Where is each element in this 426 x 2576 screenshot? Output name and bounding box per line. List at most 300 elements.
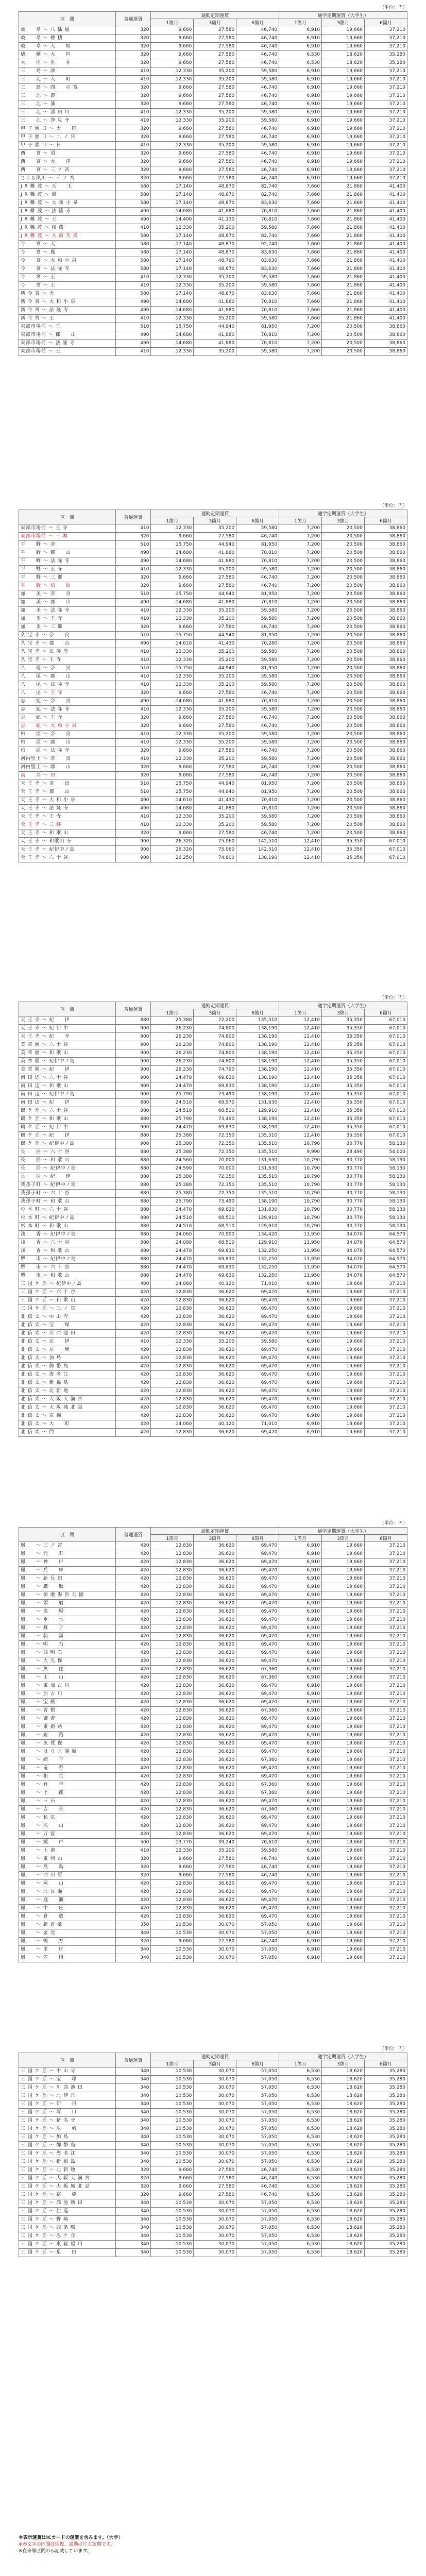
table-row xyxy=(19,2241,407,2249)
fare-cell: 510 xyxy=(115,788,151,796)
fare-cell: 25,790 xyxy=(151,1198,194,1206)
fare-cell: 10,790 xyxy=(279,1198,322,1206)
fare-cell: 67,360 xyxy=(236,1674,279,1682)
fare-cell: 21,860 xyxy=(322,315,365,323)
fare-cell: 10,790 xyxy=(279,1181,322,1190)
fare-cell: 420 xyxy=(115,1616,151,1624)
fare-cell: 19,660 xyxy=(322,1313,365,1321)
section-cell: 平 野 ～ 柏 原 xyxy=(19,582,116,590)
fare-cell: 19,660 xyxy=(322,100,365,109)
fare-cell: 18,620 xyxy=(322,2241,365,2249)
section-cell: J R 難 波 ～ 天 王 xyxy=(19,183,116,191)
table-row xyxy=(19,43,407,51)
fare-cell: 67,010 xyxy=(365,854,407,862)
fare-cell: 35,280 xyxy=(365,2133,407,2142)
fare-cell: 36,620 xyxy=(194,1575,236,1583)
fare-cell: 18,620 xyxy=(322,2092,365,2100)
table-row xyxy=(19,1880,407,1888)
fare-cell: 35,200 xyxy=(194,755,236,764)
fare-cell: 57,050 xyxy=(236,1954,279,1962)
fare-cell: 7,200 xyxy=(279,780,322,788)
fare-cell: 58,130 xyxy=(365,1165,407,1173)
fare-cell: 6,530 xyxy=(279,51,322,59)
fare-cell: 20,500 xyxy=(322,689,365,698)
fare-cell: 6,910 xyxy=(279,1305,322,1313)
fare-cell: 38,860 xyxy=(365,582,407,590)
section-cell: 加 美 ～ 法 隆 寺 xyxy=(19,607,116,615)
section-cell: 三 国 ケ 丘 ～ 京 橋 xyxy=(19,2191,116,2199)
fare-cell: 46,740 xyxy=(236,1855,279,1863)
fare-cell: 69,470 xyxy=(236,1558,279,1567)
fare-cell: 58,130 xyxy=(365,1214,407,1223)
fare-cell: 14,400 xyxy=(151,216,194,224)
fare-cell: 420 xyxy=(115,1429,151,1437)
fare-cell: 7,660 xyxy=(279,274,322,282)
fare-cell: 20,500 xyxy=(322,340,365,348)
fare-cell: 20,500 xyxy=(322,755,365,764)
fare-cell: 41,400 xyxy=(365,224,407,232)
fare-cell: 69,470 xyxy=(236,1682,279,1690)
fare-cell: 12,830 xyxy=(151,1765,194,1773)
section-cell: 北 信 太 ～ 尼 崎 xyxy=(19,1346,116,1354)
fare-cell: 880 xyxy=(115,1148,151,1157)
fare-cell: 12,410 xyxy=(279,854,322,862)
table-row xyxy=(19,739,407,747)
fare-cell: 135,510 xyxy=(236,1181,279,1190)
fare-cell: 71,010 xyxy=(236,1420,279,1429)
fare-cell: 410 xyxy=(115,821,151,829)
fare-cell: 138,190 xyxy=(236,1115,279,1124)
fare-cell: 135,510 xyxy=(236,1190,279,1198)
fare-cell: 420 xyxy=(115,1346,151,1354)
fare-cell: 410 xyxy=(115,282,151,290)
header-normal-fare: 普通運賃 xyxy=(115,2053,151,2067)
fare-cell: 37,210 xyxy=(365,175,407,183)
header-m1: 1箇月 xyxy=(279,2060,322,2067)
fare-cell: 7,660 xyxy=(279,315,322,323)
fare-cell: 35,280 xyxy=(365,2249,407,2257)
table-row xyxy=(19,1132,407,1140)
fare-cell: 37,210 xyxy=(365,1707,407,1715)
fare-cell: 37,210 xyxy=(365,1748,407,1756)
fare-cell: 70,810 xyxy=(236,298,279,307)
section-cell: 西 宮 ～ 大 津 xyxy=(19,158,116,166)
fare-cell: 68,510 xyxy=(194,1223,236,1231)
fare-cell: 320 xyxy=(115,1863,151,1872)
fare-cell: 6,910 xyxy=(279,1740,322,1748)
fare-cell: 6,910 xyxy=(279,1929,322,1938)
header-student: 通学定期運賃（大学生） xyxy=(279,1528,407,1535)
fare-cell: 37,210 xyxy=(365,1616,407,1624)
fare-cell: 320 xyxy=(115,689,151,698)
fare-cell: 38,860 xyxy=(365,780,407,788)
fare-cell: 420 xyxy=(115,1831,151,1839)
fare-cell: 19,660 xyxy=(322,1305,365,1313)
fare-cell: 6,910 xyxy=(279,67,322,76)
unit-label: （単位：円） xyxy=(379,503,407,509)
section-cell: 加 美 ～ 王 寺 xyxy=(19,615,116,623)
fare-cell: 41,400 xyxy=(365,265,407,274)
section-cell: 長 居 ～ 紀 伊 xyxy=(19,1173,116,1181)
fare-cell: 37,210 xyxy=(365,1280,407,1289)
table-row xyxy=(19,1429,407,1437)
fare-cell: 19,660 xyxy=(322,1354,365,1363)
fare-cell: 10,530 xyxy=(151,2224,194,2232)
fare-cell: 37,210 xyxy=(365,1921,407,1929)
fare-cell: 81,950 xyxy=(236,780,279,788)
fare-cell: 81,950 xyxy=(236,788,279,796)
fare-cell: 17,140 xyxy=(151,191,194,199)
fare-cell: 19,660 xyxy=(322,1429,365,1437)
fare-cell: 35,200 xyxy=(194,821,236,829)
fare-cell: 36,620 xyxy=(194,1748,236,1756)
fare-cell: 36,620 xyxy=(194,1616,236,1624)
fare-cell: 320 xyxy=(115,722,151,731)
fare-cell: 21,860 xyxy=(322,208,365,216)
fare-cell: 420 xyxy=(115,1289,151,1297)
fare-cell: 6,530 xyxy=(279,2076,322,2084)
fare-cell: 7,200 xyxy=(279,681,322,689)
fare-cell: 25,380 xyxy=(151,1132,194,1140)
fare-cell: 37,210 xyxy=(365,1550,407,1558)
fare-cell: 69,470 xyxy=(236,1600,279,1608)
section-cell: 三 北 ～ 清 田 川 xyxy=(19,109,116,117)
section-cell: 加 美 ～ 奈 良 xyxy=(19,590,116,599)
fare-cell: 27,580 xyxy=(194,623,236,632)
fare-cell: 38,860 xyxy=(365,722,407,731)
fare-cell: 36,620 xyxy=(194,1404,236,1412)
table-row xyxy=(19,2142,407,2150)
table-row xyxy=(19,1321,407,1330)
fare-cell: 67,010 xyxy=(365,1132,407,1140)
fare-cell: 36,620 xyxy=(194,1905,236,1913)
fare-cell: 27,580 xyxy=(194,158,236,166)
fare-cell: 19,660 xyxy=(322,1748,365,1756)
fare-cell: 12,410 xyxy=(279,1025,322,1033)
fare-cell: 6,910 xyxy=(279,35,322,43)
table-row xyxy=(19,133,407,142)
section-cell: 鳳 ～ 須 磨 xyxy=(19,1600,116,1608)
fare-cell: 19,660 xyxy=(322,1839,365,1847)
table-row xyxy=(19,84,407,92)
section-cell: 東部市場前 ～ 法 隆 寺 xyxy=(19,340,116,348)
fare-cell: 510 xyxy=(115,632,151,640)
fare-cell: 36,620 xyxy=(194,1583,236,1591)
fare-cell: 70,810 xyxy=(236,698,279,706)
section-cell: 天 王 寺 ～ 和歌山 寺 xyxy=(19,838,116,846)
fare-cell: 59,580 xyxy=(236,607,279,615)
fare-cell: 35,280 xyxy=(365,2224,407,2232)
fare-cell: 38,860 xyxy=(365,772,407,780)
fare-cell: 64,570 xyxy=(365,1231,407,1239)
table-row xyxy=(19,1781,407,1789)
fare-cell: 37,210 xyxy=(365,1789,407,1798)
fare-cell: 36,620 xyxy=(194,1542,236,1550)
fare-cell: 37,210 xyxy=(365,1420,407,1429)
fare-cell: 12,830 xyxy=(151,1690,194,1699)
table-row xyxy=(19,1855,407,1863)
fare-cell: 6,530 xyxy=(279,2232,322,2241)
fare-cell: 320 xyxy=(115,2166,151,2175)
fare-cell: 20,500 xyxy=(322,632,365,640)
fare-cell: 20,500 xyxy=(322,582,365,590)
fare-cell: 9,660 xyxy=(151,35,194,43)
fare-cell: 19,660 xyxy=(322,1699,365,1707)
table-row xyxy=(19,557,407,566)
fare-cell: 37,210 xyxy=(365,1624,407,1633)
fare-cell: 7,660 xyxy=(279,257,322,265)
fare-cell: 12,330 xyxy=(151,673,194,681)
header-normal-fare: 普通運賃 xyxy=(115,12,151,26)
fare-cell: 7,200 xyxy=(279,731,322,739)
fare-cell: 30,070 xyxy=(194,2142,236,2150)
fare-cell: 400 xyxy=(115,1280,151,1289)
section-cell: 河内堅上 ～ 奈 良 xyxy=(19,755,116,764)
table-row xyxy=(19,772,407,780)
table-row xyxy=(19,1016,407,1025)
fare-cell: 138,190 xyxy=(236,1082,279,1091)
fare-cell: 6,910 xyxy=(279,1313,322,1321)
fare-cell: 19,660 xyxy=(322,142,365,150)
fare-cell: 12,830 xyxy=(151,1773,194,1781)
fare-cell: 12,330 xyxy=(151,813,194,821)
fare-cell: 37,210 xyxy=(365,150,407,158)
table-row xyxy=(19,2166,407,2175)
fare-cell: 68,510 xyxy=(194,1107,236,1115)
fare-cell: 340 xyxy=(115,2067,151,2076)
fare-cell: 59,580 xyxy=(236,282,279,290)
fare-cell: 25,380 xyxy=(151,1016,194,1025)
fare-cell: 880 xyxy=(115,1198,151,1206)
table-row xyxy=(19,1913,407,1921)
section-cell: 鳳 ～ 東 岡 山 xyxy=(19,1855,116,1863)
fare-cell: 35,200 xyxy=(194,67,236,76)
fare-cell: 6,530 xyxy=(279,2067,322,2076)
section-cell: 北 信 太 ～ 北 伊 xyxy=(19,1338,116,1346)
fare-cell: 900 xyxy=(115,1033,151,1041)
fare-cell: 59,580 xyxy=(236,813,279,821)
table-row xyxy=(19,2150,407,2158)
section-cell: 南 田 辺 ～ 紀伊中ノ島 xyxy=(19,1091,116,1099)
fare-cell: 19,660 xyxy=(322,1321,365,1330)
fare-cell: 37,210 xyxy=(365,35,407,43)
fare-cell: 12,830 xyxy=(151,1600,194,1608)
table-row xyxy=(19,1305,407,1313)
fare-cell: 35,280 xyxy=(365,2100,407,2109)
fare-cell: 12,830 xyxy=(151,1297,194,1305)
table-row xyxy=(19,1140,407,1148)
section-cell: 鳳 ～ 庭 瀬 xyxy=(19,1896,116,1905)
table-row xyxy=(19,1905,407,1913)
table-row xyxy=(19,1575,407,1583)
fare-cell: 9,660 xyxy=(151,829,194,838)
fare-cell: 35,280 xyxy=(365,2142,407,2150)
fare-cell: 340 xyxy=(115,2249,151,2257)
fare-cell: 410 xyxy=(115,315,151,323)
fare-sheet-5 xyxy=(19,2045,407,2257)
fare-cell: 900 xyxy=(115,1066,151,1074)
table-row xyxy=(19,282,407,290)
fare-cell: 69,470 xyxy=(236,1657,279,1666)
fare-cell: 67,010 xyxy=(365,1033,407,1041)
fare-cell: 67,010 xyxy=(365,1124,407,1132)
fare-cell: 36,620 xyxy=(194,1363,236,1371)
fare-cell: 10,790 xyxy=(279,1157,322,1165)
table-row xyxy=(19,698,407,706)
fare-cell: 69,830 xyxy=(194,1082,236,1091)
fare-cell: 20,500 xyxy=(322,607,365,615)
table-row xyxy=(19,265,407,274)
section-cell: 新 今 宮 ～ 法 隆 寺 xyxy=(19,307,116,315)
section-cell: 八 尾 ～ 奈 良 xyxy=(19,665,116,673)
fare-cell: 6,910 xyxy=(279,1657,322,1666)
fare-cell: 18,620 xyxy=(322,2067,365,2076)
fare-cell: 320 xyxy=(115,35,151,43)
fare-cell: 19,660 xyxy=(322,175,365,183)
table-row xyxy=(19,1115,407,1124)
fare-cell: 9,660 xyxy=(151,1863,194,1872)
fare-cell: 9,660 xyxy=(151,1938,194,1946)
fare-cell: 24,590 xyxy=(151,1165,194,1173)
fare-cell: 37,210 xyxy=(365,76,407,84)
fare-cell: 12,830 xyxy=(151,1616,194,1624)
fare-cell: 25,380 xyxy=(151,1181,194,1190)
fare-cell: 57,050 xyxy=(236,2067,279,2076)
unit-label: （単位：円） xyxy=(379,1521,407,1526)
fare-cell: 20,500 xyxy=(322,549,365,557)
fare-cell: 69,470 xyxy=(236,1354,279,1363)
fare-cell: 59,580 xyxy=(236,109,279,117)
section-cell: 堺 市 ～ 六 十 谷 xyxy=(19,1264,116,1272)
fare-cell: 6,910 xyxy=(279,76,322,84)
fare-cell: 10,530 xyxy=(151,2100,194,2109)
table-row xyxy=(19,1181,407,1190)
fare-cell: 27,580 xyxy=(194,100,236,109)
fare-cell: 37,210 xyxy=(365,166,407,175)
fare-cell: 46,740 xyxy=(236,772,279,780)
section-cell: 久 宝 寺 ～ 奈 良 xyxy=(19,632,116,640)
fare-cell: 20,500 xyxy=(322,747,365,755)
fare-cell: 20,500 xyxy=(322,524,365,533)
table-row xyxy=(19,1715,407,1723)
fare-cell: 6,910 xyxy=(279,1371,322,1379)
fare-cell: 490 xyxy=(115,331,151,340)
fare-cell: 24,470 xyxy=(151,1082,194,1091)
fare-cell: 35,350 xyxy=(322,1107,365,1115)
fare-cell: 34,070 xyxy=(322,1231,365,1239)
table-row xyxy=(19,1058,407,1066)
fare-cell: 38,860 xyxy=(365,665,407,673)
fare-cell: 67,010 xyxy=(365,1041,407,1049)
table-row xyxy=(19,35,407,43)
section-cell: 岐 阜 ～ 大 垣 xyxy=(19,43,116,51)
fare-cell: 7,660 xyxy=(279,282,322,290)
fare-cell: 6,910 xyxy=(279,1896,322,1905)
fare-cell: 38,860 xyxy=(365,590,407,599)
table-row xyxy=(19,1847,407,1855)
fare-cell: 19,660 xyxy=(322,1657,365,1666)
fare-cell: 25,380 xyxy=(151,1148,194,1157)
fare-cell: 12,830 xyxy=(151,1412,194,1420)
fare-cell: 36,620 xyxy=(194,1305,236,1313)
fare-cell: 9,660 xyxy=(151,1855,194,1863)
fare-cell: 37,210 xyxy=(365,1929,407,1938)
fare-cell: 12,410 xyxy=(279,1041,322,1049)
fare-cell: 35,280 xyxy=(365,2125,407,2133)
fare-cell: 46,740 xyxy=(236,574,279,582)
table-row xyxy=(19,1346,407,1354)
fare-cell: 21,860 xyxy=(322,241,365,249)
fare-cell: 58,130 xyxy=(365,1206,407,1214)
fare-cell: 12,830 xyxy=(151,1542,194,1550)
fare-cell: 35,350 xyxy=(322,1025,365,1033)
fare-cell: 490 xyxy=(115,307,151,315)
table-row xyxy=(19,1190,407,1198)
section-cell: 鳳 ～ 東 加 古 川 xyxy=(19,1682,116,1690)
fare-cell: 46,740 xyxy=(236,35,279,43)
fare-cell: 24,470 xyxy=(151,1247,194,1256)
table-row xyxy=(19,1247,407,1256)
fare-cell: 19,660 xyxy=(322,1330,365,1338)
fare-cell: 9,660 xyxy=(151,133,194,142)
table-row xyxy=(19,1699,407,1707)
table-row xyxy=(19,1214,407,1223)
fare-cell: 7,200 xyxy=(279,524,322,533)
fare-cell: 44,940 xyxy=(194,541,236,549)
fare-cell: 41,400 xyxy=(365,232,407,241)
fare-cell: 320 xyxy=(115,772,151,780)
fare-cell: 6,910 xyxy=(279,1888,322,1896)
fare-cell: 18,620 xyxy=(322,2208,365,2216)
fare-cell: 19,660 xyxy=(322,1371,365,1379)
table-row xyxy=(19,348,407,356)
section-cell: 鳳 ～ 須 磨 海 浜 公 園 xyxy=(19,1591,116,1600)
fare-cell: 18,620 xyxy=(322,2199,365,2208)
fare-cell: 26,230 xyxy=(151,1033,194,1041)
fare-cell: 35,350 xyxy=(322,1016,365,1025)
fare-cell: 490 xyxy=(115,216,151,224)
section-cell: 鳳 ～ 網 干 xyxy=(19,1756,116,1765)
fare-cell: 46,740 xyxy=(236,2191,279,2199)
fare-cell: 6,910 xyxy=(279,1550,322,1558)
fare-cell: 38,860 xyxy=(365,813,407,821)
fare-cell: 20,500 xyxy=(322,656,365,665)
table-row xyxy=(19,764,407,772)
section-cell: 北 信 太 ～ 新 福 島 xyxy=(19,1379,116,1387)
section-cell: 東部市場前 ～ 王 xyxy=(19,348,116,356)
fare-cell: 37,210 xyxy=(365,1740,407,1748)
fare-cell: 36,620 xyxy=(194,1913,236,1921)
fare-cell: 12,330 xyxy=(151,607,194,615)
section-cell: 八 尾 ～ 郡 山 xyxy=(19,673,116,681)
fare-cell: 35,350 xyxy=(322,1066,365,1074)
fare-cell: 6,910 xyxy=(279,1542,322,1550)
fare-cell: 340 xyxy=(115,2208,151,2216)
fare-cell: 17,140 xyxy=(151,265,194,274)
fare-cell: 37,210 xyxy=(365,1682,407,1690)
fare-cell: 19,660 xyxy=(322,1420,365,1429)
fare-cell: 19,660 xyxy=(322,1412,365,1420)
fare-cell: 58,130 xyxy=(365,1198,407,1206)
header-section: 区 間 xyxy=(19,1002,116,1016)
fare-cell: 12,410 xyxy=(279,1016,322,1025)
header-m1: 1箇月 xyxy=(151,2060,194,2067)
section-cell: 岐 阜 ～ 八 幡 通 xyxy=(19,26,116,35)
section-cell: 我孫子町 ～ 和 歌 山 xyxy=(19,1198,116,1206)
fare-cell: 12,830 xyxy=(151,1330,194,1338)
fare-cell: 340 xyxy=(115,2199,151,2208)
fare-cell: 7,660 xyxy=(279,290,322,298)
